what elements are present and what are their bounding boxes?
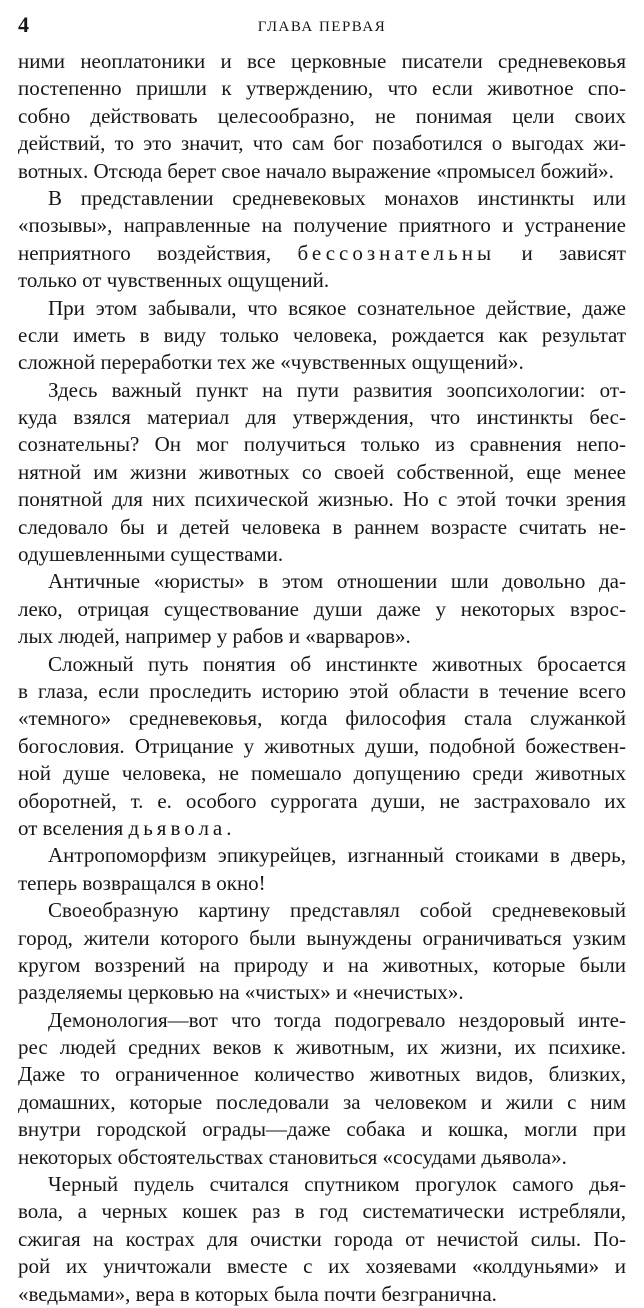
text-line: «позывы», направленные на получение приятного и устранение [18, 213, 626, 238]
text-line: постепенно пришли к утверждению, что если животное спо- [18, 76, 626, 101]
book-page [18, 8, 626, 1308]
text-line: разделяемы церковью на «чистых» и «нечистых». [18, 980, 464, 1005]
text-line: вола, а черных кошек раз в год систематически истребляли, [18, 1199, 626, 1224]
text-line: рой их уничтожали вместе с их хозяевами «колдуньями» и [18, 1254, 626, 1279]
text-line: лых людей, например у рабов и «варваров». [18, 624, 411, 649]
text-line: Антропоморфизм эпикурейцев, изгнанный стоиками в дверь, [48, 843, 626, 868]
running-head [18, 8, 626, 48]
text-line: если иметь в виду только человека, рождается как результат [18, 322, 626, 347]
paragraph [18, 842, 626, 897]
chapter-title: ГЛАВА ПЕРВАЯ [257, 19, 387, 35]
text-body [18, 48, 626, 1308]
text-line: действий, то это значит, что сам бог позаботился о выгодах жи- [18, 131, 626, 156]
page-number: 4 [18, 12, 29, 37]
text-line: вотных. Отсюда берет свое начало выражение «промысел божий». [18, 158, 614, 183]
text-line: Здесь важный пункт на пути развития зоопсихологии: от- [48, 377, 626, 402]
text-line: некоторых обстоятельствах становиться «сосудами дьявола». [18, 1144, 567, 1169]
text-line: одушевленными существами. [18, 542, 284, 567]
text-line: в глаза, если проследить историю этой области в течение всего [18, 678, 626, 703]
text-line: Демонология—вот что тогда подогревало нездоровый инте- [48, 1007, 626, 1032]
text-line: «ведьмами», вера в которых была почти безгранична. [18, 1281, 497, 1306]
text-line: сложной переработки тех же «чувственных ощущений». [18, 350, 524, 375]
text-line: домашних, которые последовали за человеком и жили с ним [18, 1089, 626, 1114]
text-line: оборотней, т. е. особого суррогата души, не застраховало их [18, 788, 626, 813]
text-line: внутри городской ограды—даже собака и кошка, могли при [18, 1117, 626, 1142]
text-line: неприятного воздействия, бессознательны и зависят [18, 240, 626, 265]
paragraph [18, 48, 626, 185]
text-line: собно действовать целесообразно, не понимая цели своих [18, 103, 626, 128]
paragraph [18, 1007, 626, 1171]
text-line: кругом воззрений на природу и на животных, которые были [18, 952, 626, 977]
text-line: леко, отрицая существование души даже у некоторых взрос- [18, 596, 626, 621]
spaced-emphasis: дьявола [128, 815, 227, 840]
text-line: рес людей средних веков к животным, их жизни, их психике. [18, 1035, 626, 1060]
paragraph [18, 377, 626, 569]
text-line: «темного» средневековья, когда философия стала служанкой [18, 706, 626, 731]
text-line: ними неоплатоники и все церковные писатели средневековья [18, 49, 626, 73]
text-line: В представлении средневековых монахов инстинкты или [48, 185, 626, 210]
text-line: только от чувственных ощущений. [18, 268, 330, 293]
text-line: Черный пудель считался спутником прогулок самого дья- [48, 1172, 626, 1197]
text-line: от вселения дьявола. [18, 815, 232, 840]
text-line: сознательны? Он мог получиться только из сравнения непо- [18, 432, 626, 457]
text-line: При этом забывали, что всякое сознательное действие, даже [48, 295, 626, 320]
text-line: нятной им жизни животных со своей собственной, еще менее [18, 459, 626, 484]
paragraph [18, 1171, 626, 1308]
text-line: город, жители которого были вынуждены ограничиваться узким [18, 925, 626, 950]
spaced-emphasis: бессознательны [297, 240, 496, 265]
text-line: куда взялся материал для утверждения, что инстинкты бес- [18, 405, 626, 430]
text-line: Сложный путь понятия об инстинкте животных бросается [48, 651, 626, 676]
text-line: ной душе человека, не помешало допущению среди животных [18, 761, 626, 786]
text-line: богословия. Отрицание у животных души, подобной божествен- [18, 733, 626, 758]
text-line: теперь возвращался в окно! [18, 870, 266, 895]
text-line: Своеобразную картину представлял собой средневековый [48, 898, 626, 923]
paragraph [18, 651, 626, 843]
text-line: следовало бы и детей человека в раннем возрасте считать не- [18, 514, 626, 539]
text-line: сжигая на кострах для очистки города от нечистой силы. По- [18, 1226, 626, 1251]
paragraph [18, 568, 626, 650]
paragraph [18, 185, 626, 295]
text-line: Даже то ограниченное количество животных видов, близких, [18, 1062, 626, 1087]
text-line: Античные «юристы» в этом отношении шли довольно да- [48, 569, 626, 594]
paragraph [18, 897, 626, 1007]
text-line: понятной для них психической жизнью. Но с этой точки зрения [18, 487, 626, 512]
paragraph [18, 295, 626, 377]
